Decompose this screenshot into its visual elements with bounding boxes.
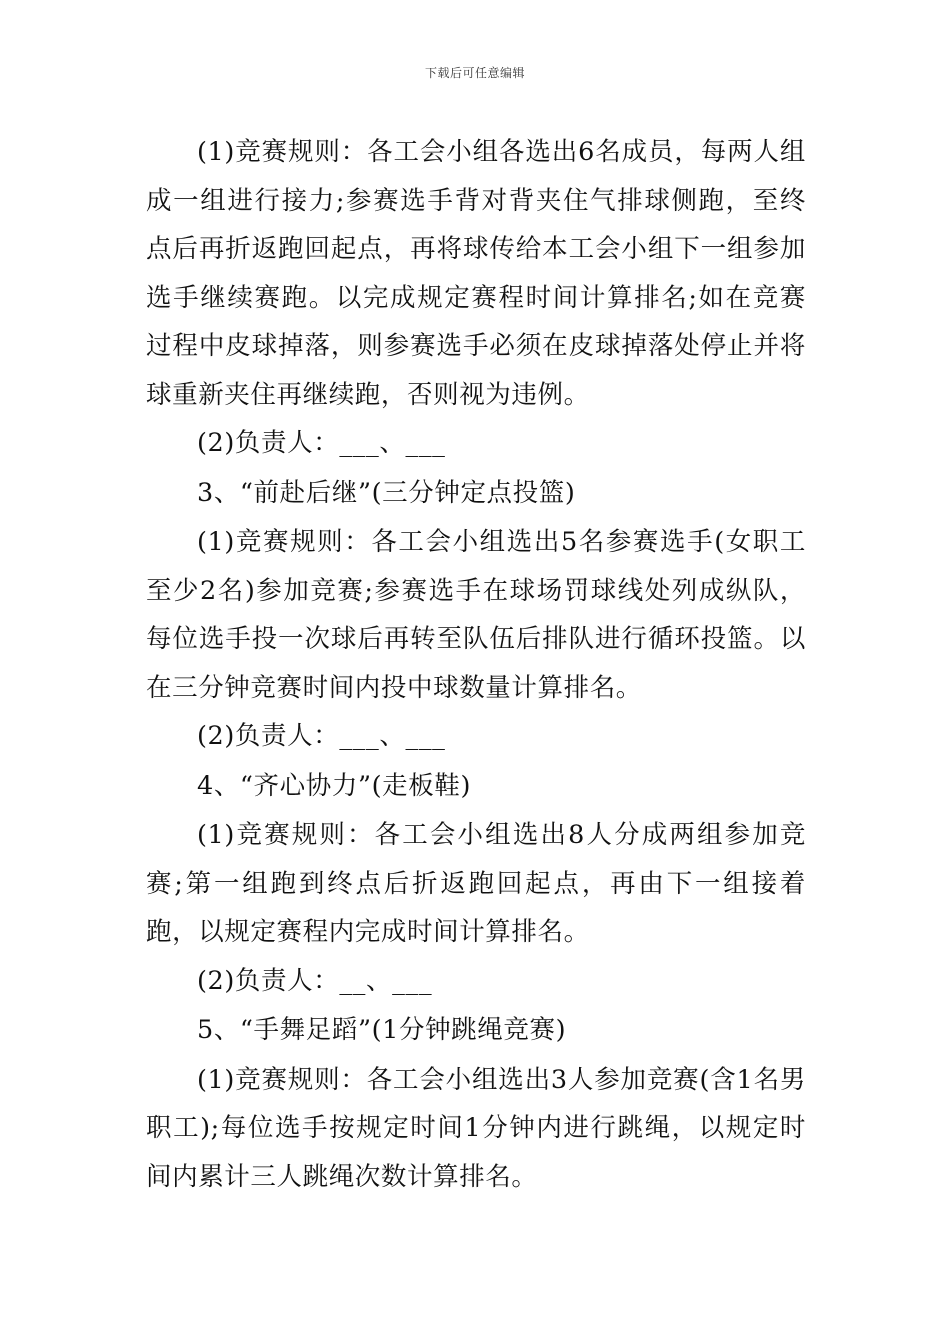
- page-header: 下载后可任意编辑: [424, 66, 525, 80]
- section-heading-jump-rope: 5、“手舞足蹈”(1分钟跳绳竞赛): [197, 1015, 567, 1045]
- section-heading-board-shoes: 4、“齐心协力”(走板鞋): [197, 770, 471, 801]
- paragraph-relay-responsible: (2)负责人：___、___: [197, 428, 446, 458]
- paragraph-board-shoes-rules: (1)竞赛规则：各工会小组选出8人分成两组参加竞赛;第一组跑到终点后折返跑回起点，再由下一组接着跑，以规定赛程内完成时间计算排名。: [146, 820, 806, 947]
- paragraph-jump-rope-rules: (1)竞赛规则：各工会小组选出3人参加竞赛(含1名男职工);每位选手按规定时间1分钟内进行跳绳，以规定时间内累计三人跳绳次数计算排名。: [146, 1064, 806, 1192]
- document-body: [146, 128, 806, 1201]
- paragraph-basketball-rules: (1)竞赛规则：各工会小组选出5名参赛选手(女职工至少2名)参加竞赛;参赛选手在球场罚球线处列成纵队，每位选手投一次球后再转至队伍后排队进行循环投篮。以在三分钟竞赛时间内投中球数量计算排名。: [146, 527, 806, 703]
- paragraph-board-shoes-responsible: (2)负责人：__、___: [197, 965, 433, 996]
- section-heading-basketball: 3、“前赴后继”(三分钟定点投篮): [197, 477, 576, 508]
- paragraph-basketball-responsible: (2)负责人：___、___: [197, 721, 446, 751]
- paragraph-relay-rules: (1)竞赛规则：各工会小组各选出6名成员，每两人组成一组进行接力;参赛选手背对背夹住气排球侧跑，至终点后再折返跑回起点，再将球传给本工会小组下一组参加选手继续赛跑。以完成规定赛程时间计算排名;如在竞赛过程中皮球掉落，则参赛选手必须在皮球掉落处停止并将球重新夹住再继续跑，否则视为违例。: [146, 137, 806, 410]
